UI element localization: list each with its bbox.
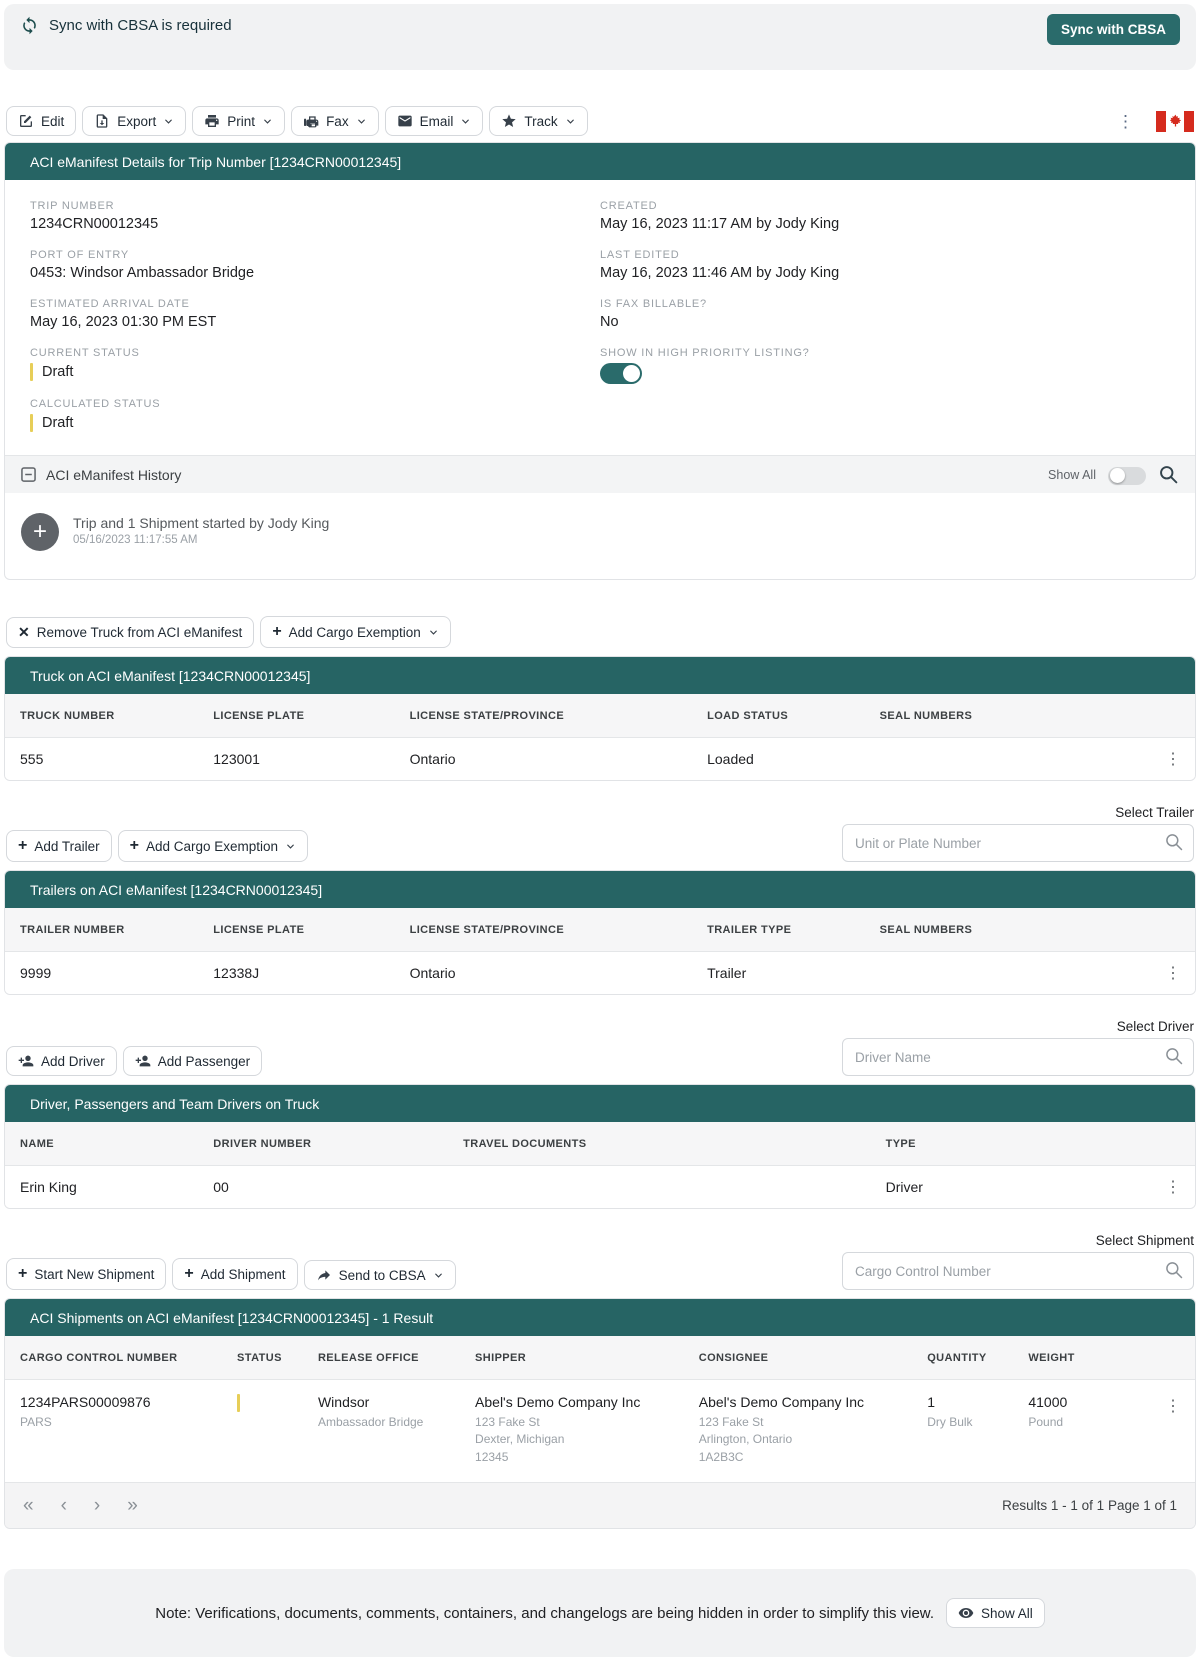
field-label: TRIP NUMBER — [30, 200, 115, 212]
release-office-cell: Windsor Ambassador Bridge — [317, 1394, 424, 1429]
license-plate-cell: 123001 — [213, 751, 260, 767]
sync-banner-message: Sync with CBSA is required — [49, 17, 232, 34]
column-header: NAME — [20, 1137, 54, 1150]
load-status-cell: Loaded — [707, 751, 754, 767]
license-plate-cell: 12338J — [213, 965, 260, 981]
shipment-search-input[interactable] — [842, 1252, 1194, 1290]
send-to-cbsa-button[interactable] — [304, 1260, 456, 1290]
chevron-down-icon — [356, 116, 367, 127]
history-title: ACI eManifest History — [46, 466, 182, 483]
note-show-all-button[interactable] — [946, 1598, 1045, 1628]
consignee-cell: Abel's Demo Company Inc 123 Fake St Arlington, Ontario 1A2B3C — [698, 1394, 865, 1464]
remove-truck-button[interactable] — [6, 617, 254, 648]
truck-panel — [4, 656, 1196, 781]
shipper-cell: Abel's Demo Company Inc 123 Fake St Dexter, Michigan 12345 — [475, 1394, 641, 1464]
field-label: ESTIMATED ARRIVAL DATE — [30, 298, 190, 310]
export-button-label: Export — [117, 113, 157, 129]
column-header: LICENSE STATE/PROVINCE — [409, 923, 565, 936]
trailer-search-input[interactable] — [842, 824, 1194, 862]
details-left-column — [30, 200, 600, 449]
trailer-number-cell: 9999 — [20, 965, 52, 981]
truck-number-cell: 555 — [20, 751, 44, 767]
chevron-down-icon — [428, 627, 439, 638]
row-actions-kebab-icon[interactable]: ⋮ — [1164, 1179, 1181, 1196]
column-header: SEAL NUMBERS — [879, 923, 973, 936]
status-yellow-bar — [30, 363, 33, 381]
driver-search-input[interactable] — [842, 1038, 1194, 1076]
field-label: LAST EDITED — [600, 249, 680, 261]
print-button-label: Print — [227, 113, 256, 129]
column-header: STATUS — [237, 1351, 282, 1364]
chevron-down-icon — [285, 841, 296, 852]
history-show-all-toggle[interactable] — [1108, 467, 1146, 485]
add-passenger-label: Add Passenger — [157, 1053, 251, 1069]
column-header: LOAD STATUS — [707, 709, 789, 722]
cargo-control-number-cell: 1234PARS00009876 PARS — [5, 1394, 237, 1431]
shipments-pagination — [5, 1482, 1195, 1528]
search-icon — [1164, 1046, 1184, 1066]
column-header: TRAVEL DOCUMENTS — [463, 1137, 587, 1150]
plus-icon: + — [272, 623, 282, 640]
field-label: SHOW IN HIGH PRIORITY LISTING? — [600, 347, 810, 359]
weight-cell: 41000 Pound — [1028, 1394, 1068, 1429]
history-item-timestamp: 05/16/2023 11:17:55 AM — [73, 534, 198, 546]
details-body — [5, 180, 1195, 455]
column-header: TRAILER NUMBER — [20, 923, 125, 936]
track-button[interactable] — [489, 106, 587, 136]
track-button-label: Track — [524, 113, 558, 129]
driver-search — [842, 1038, 1194, 1076]
shipments-panel-title: ACI Shipments on ACI eManifest [1234CRN00012345] - 1 Result — [5, 1299, 1195, 1336]
more-options-kebab-icon[interactable]: ⋮ — [1117, 111, 1134, 131]
plus-icon: + — [184, 1265, 194, 1282]
created-value: May 16, 2023 11:17 AM by Jody King — [600, 216, 840, 232]
column-header: TYPE — [885, 1137, 916, 1150]
remove-truck-label: Remove Truck from ACI eManifest — [36, 625, 243, 640]
trailers-panel — [4, 870, 1196, 995]
search-icon — [1164, 832, 1184, 852]
fax-billable-value: No — [600, 314, 619, 330]
column-header: CONSIGNEE — [698, 1351, 769, 1364]
column-header: TRAILER TYPE — [707, 923, 792, 936]
port-of-entry-value: 0453: Windsor Ambassador Bridge — [30, 265, 255, 281]
field-label: CURRENT STATUS — [30, 347, 140, 359]
quantity-cell: 1 Dry Bulk — [927, 1394, 973, 1429]
history-plus-icon: + — [21, 513, 59, 551]
add-cargo-exemption-label: Add Cargo Exemption — [145, 838, 279, 854]
details-panel — [4, 142, 1196, 580]
person-add-icon — [18, 1053, 34, 1069]
column-header: RELEASE OFFICE — [317, 1351, 419, 1364]
status-yellow-bar — [237, 1394, 240, 1412]
edit-icon — [18, 113, 34, 129]
hidden-sections-note — [4, 1569, 1196, 1657]
last-edited-value: May 16, 2023 11:46 AM by Jody King — [600, 265, 840, 281]
driver-name-cell: Erin King — [20, 1179, 77, 1195]
chevron-down-icon — [262, 116, 273, 127]
add-trailer-button[interactable] — [6, 830, 112, 862]
shipments-table-header — [5, 1336, 1195, 1380]
truck-table-row — [5, 738, 1195, 780]
first-page-button[interactable]: « — [23, 1494, 34, 1516]
add-driver-label: Add Driver — [41, 1053, 105, 1069]
email-button[interactable] — [385, 106, 484, 136]
shipment-actions — [4, 1252, 1196, 1290]
trailer-type-cell: Trailer — [707, 965, 747, 981]
trailer-search — [842, 824, 1194, 862]
note-text: Note: Verifications, documents, comments, containers, and changelogs are being hidden in order to simplify this view. — [155, 1604, 934, 1622]
chevron-down-icon — [565, 116, 576, 127]
shipment-search — [842, 1252, 1194, 1290]
truck-actions — [4, 616, 1196, 648]
send-to-cbsa-label: Send to CBSA — [338, 1267, 426, 1283]
row-actions-kebab-icon[interactable]: ⋮ — [1164, 965, 1181, 982]
select-trailer-label: Select Trailer — [1115, 805, 1194, 820]
search-icon — [1164, 1260, 1184, 1280]
results-text: Results 1 - 1 of 1 Page 1 of 1 — [1002, 1498, 1177, 1514]
estimated-arrival-value: May 16, 2023 01:30 PM EST — [30, 314, 217, 330]
row-actions-kebab-icon[interactable]: ⋮ — [1164, 751, 1181, 768]
drivers-panel-title: Driver, Passengers and Team Drivers on Truck — [5, 1085, 1195, 1122]
add-cargo-exemption-label: Add Cargo Exemption — [288, 624, 421, 640]
fax-button-label: Fax — [326, 113, 349, 129]
column-header: LICENSE STATE/PROVINCE — [409, 709, 565, 722]
history-search-icon[interactable] — [1158, 464, 1179, 485]
export-icon — [94, 113, 110, 129]
maple-leaf-icon — [1168, 114, 1183, 129]
select-driver-label: Select Driver — [1116, 1019, 1194, 1034]
column-header: QUANTITY — [927, 1351, 987, 1364]
high-priority-toggle[interactable] — [600, 363, 642, 384]
current-status-value: Draft — [42, 364, 74, 380]
canada-flag-icon[interactable] — [1156, 111, 1194, 132]
column-header: WEIGHT — [1028, 1351, 1075, 1364]
column-header: SHIPPER — [475, 1351, 527, 1364]
sync-with-cbsa-button[interactable]: Sync with CBSA — [1047, 14, 1180, 45]
plus-icon: + — [18, 837, 28, 854]
sync-icon — [20, 16, 39, 35]
note-show-all-label: Show All — [980, 1605, 1033, 1621]
select-shipment-label: Select Shipment — [1095, 1233, 1194, 1248]
history-item — [5, 493, 1195, 579]
add-passenger-button[interactable] — [123, 1046, 262, 1076]
drivers-table-header — [5, 1122, 1195, 1166]
trailer-table-row — [5, 952, 1195, 994]
history-header — [5, 455, 1195, 493]
cargo-type-sublabel: PARS — [20, 1415, 52, 1429]
edit-button[interactable] — [6, 106, 76, 136]
field-label: CALCULATED STATUS — [30, 398, 161, 410]
field-label: PORT OF ENTRY — [30, 249, 130, 261]
chevron-down-icon — [460, 116, 471, 127]
export-button[interactable] — [82, 106, 186, 136]
history-item-text: Trip and 1 Shipment started by Jody King — [73, 515, 330, 531]
truck-table-header — [5, 694, 1195, 738]
column-header: SEAL NUMBERS — [879, 709, 973, 722]
fax-icon — [303, 113, 319, 129]
last-page-button[interactable]: » — [127, 1494, 138, 1516]
prev-page-button[interactable]: ‹ — [60, 1494, 67, 1516]
row-actions-kebab-icon[interactable]: ⋮ — [1164, 1398, 1181, 1415]
plus-icon: + — [129, 837, 139, 854]
sync-banner — [4, 4, 1196, 70]
eye-icon — [958, 1605, 974, 1621]
history-show-all-label: Show All — [1048, 467, 1096, 482]
chevron-down-icon — [433, 1270, 444, 1281]
person-add-icon — [135, 1053, 151, 1069]
shipment-table-row — [5, 1380, 1195, 1482]
add-shipment-button[interactable] — [172, 1258, 297, 1290]
column-header: DRIVER NUMBER — [213, 1137, 312, 1150]
plus-icon: + — [18, 1265, 28, 1282]
status-yellow-bar — [30, 414, 33, 432]
truck-panel-title: Truck on ACI eManifest [1234CRN00012345] — [5, 657, 1195, 694]
license-state-cell: Ontario — [409, 965, 456, 981]
driver-number-cell: 00 — [213, 1179, 229, 1195]
next-page-button[interactable]: › — [93, 1494, 101, 1516]
fax-button[interactable] — [291, 106, 379, 136]
add-trailer-label: Add Trailer — [34, 838, 100, 854]
field-label: IS FAX BILLABLE? — [600, 298, 707, 310]
trip-number-value: 1234CRN00012345 — [30, 216, 159, 232]
send-arrow-icon — [316, 1267, 332, 1283]
shipments-panel — [4, 1298, 1196, 1529]
shipment-status-cell — [237, 1394, 318, 1415]
trailers-table-header — [5, 908, 1195, 952]
start-new-shipment-label: Start New Shipment — [34, 1266, 155, 1282]
column-header: CARGO CONTROL NUMBER — [20, 1351, 178, 1364]
collapse-icon[interactable] — [21, 467, 36, 482]
drivers-panel — [4, 1084, 1196, 1209]
license-state-cell: Ontario — [409, 751, 456, 767]
add-cargo-exemption-button[interactable] — [118, 830, 308, 862]
email-icon — [397, 113, 413, 129]
driver-type-cell: Driver — [885, 1179, 923, 1195]
star-icon — [501, 113, 517, 129]
field-label: CREATED — [600, 200, 658, 212]
start-new-shipment-button[interactable] — [6, 1258, 166, 1290]
trailer-actions — [4, 824, 1196, 862]
column-header: LICENSE PLATE — [213, 923, 305, 936]
add-shipment-label: Add Shipment — [200, 1266, 286, 1282]
details-panel-title: ACI eManifest Details for Trip Number [1234CRN00012345] — [5, 143, 1195, 180]
driver-table-row — [5, 1166, 1195, 1208]
edit-button-label: Edit — [41, 113, 65, 129]
driver-actions — [4, 1038, 1196, 1076]
add-cargo-exemption-button[interactable] — [260, 616, 450, 648]
toolbar — [4, 106, 1196, 136]
column-header: TRUCK NUMBER — [20, 709, 115, 722]
x-icon: ✕ — [18, 624, 30, 640]
add-driver-button[interactable] — [6, 1046, 117, 1076]
chevron-down-icon — [163, 116, 174, 127]
column-header: LICENSE PLATE — [213, 709, 305, 722]
trailers-panel-title: Trailers on ACI eManifest [1234CRN00012345] — [5, 871, 1195, 908]
details-right-column — [600, 200, 1170, 449]
print-icon — [204, 113, 220, 129]
calculated-status-value: Draft — [42, 415, 74, 431]
email-button-label: Email — [419, 113, 454, 129]
print-button[interactable] — [192, 106, 285, 136]
